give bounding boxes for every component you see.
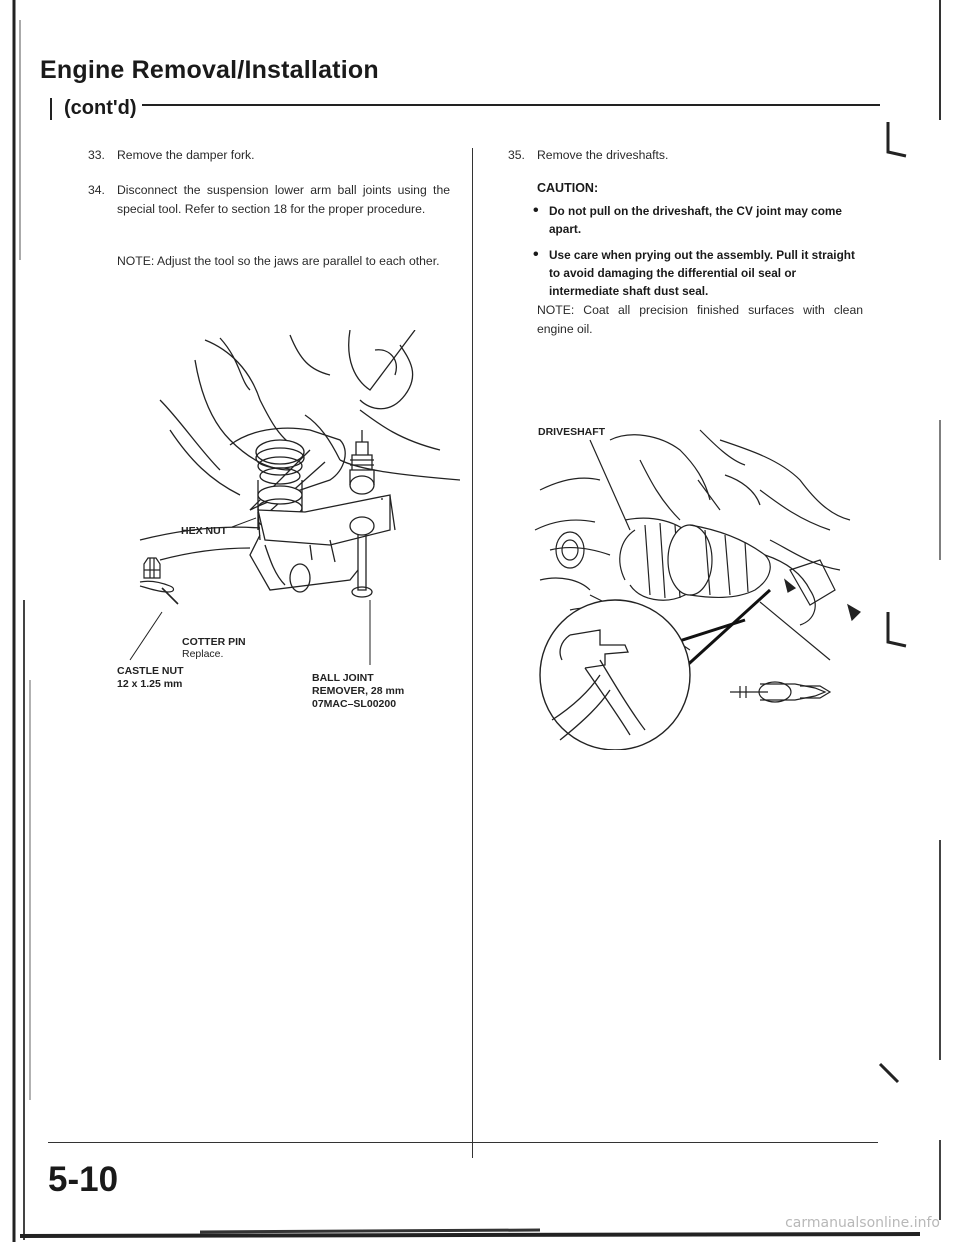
- step-34: [88, 181, 450, 241]
- driveshaft-removal-illustration: [530, 420, 870, 750]
- label-cotter-pin-sub: Replace.: [182, 648, 224, 660]
- step-33: [88, 146, 450, 166]
- caution-title: CAUTION:: [537, 181, 599, 195]
- step-number: 34.: [88, 183, 105, 197]
- step-number: 33.: [88, 148, 105, 162]
- label-hex-nut: HEX NUT: [181, 525, 228, 537]
- column-divider: [472, 148, 473, 1158]
- bullet-icon: •: [533, 246, 539, 263]
- caution-item-text: Use care when prying out the assembly. Pull it straight to avoid damaging the differential oil seal or intermediate shaft dust seal.: [549, 248, 855, 298]
- step-35: [508, 146, 863, 166]
- caution-item: [533, 246, 863, 300]
- step-number: 35.: [508, 148, 525, 162]
- caution-item-text: Do not pull on the driveshaft, the CV joint may come apart.: [549, 204, 842, 236]
- watermark: carmanualsonline.info: [785, 1215, 940, 1231]
- label-ball-joint-line2: REMOVER, 28 mm: [312, 685, 405, 697]
- note-adjust-tool: NOTE: Adjust the tool so the jaws are parallel to each other.: [117, 254, 440, 268]
- note-coat-surfaces: NOTE: Coat all precision finished surfaces with clean engine oil.: [537, 303, 863, 336]
- corner-mark: [880, 120, 910, 160]
- label-ball-joint-line1: BALL JOINT: [312, 672, 374, 684]
- caution-list: [533, 202, 863, 300]
- page-title: Engine Removal/Installation: [40, 56, 379, 84]
- corner-mark: [876, 1058, 906, 1088]
- label-driveshaft: DRIVESHAFT: [538, 426, 606, 438]
- header-rule: [142, 104, 880, 106]
- label-ball-joint-line3: 07MAC–SL00200: [312, 698, 397, 710]
- corner-mark: [880, 610, 910, 650]
- header-rule-tick: [50, 98, 52, 120]
- scan-edge-right: [918, 0, 960, 1242]
- scan-edge-left: [0, 0, 40, 1242]
- page-number: 5-10: [48, 1160, 119, 1199]
- label-castle-nut-size: 12 x 1.25 mm: [117, 678, 183, 690]
- footer-rule: [48, 1142, 878, 1143]
- step-text: Remove the damper fork.: [117, 148, 255, 162]
- caution-item: [533, 202, 863, 238]
- label-castle-nut: CASTLE NUT: [117, 665, 184, 677]
- bullet-icon: •: [533, 202, 539, 219]
- page-subtitle: (cont'd): [64, 97, 137, 119]
- step-text: Disconnect the suspension lower arm ball joints using the special tool. Refer to section 18 for the proper procedure.: [117, 183, 450, 216]
- label-cotter-pin: COTTER PIN: [182, 636, 246, 648]
- step-text: Remove the driveshafts.: [537, 148, 669, 162]
- ball-joint-remover-illustration: [100, 330, 460, 710]
